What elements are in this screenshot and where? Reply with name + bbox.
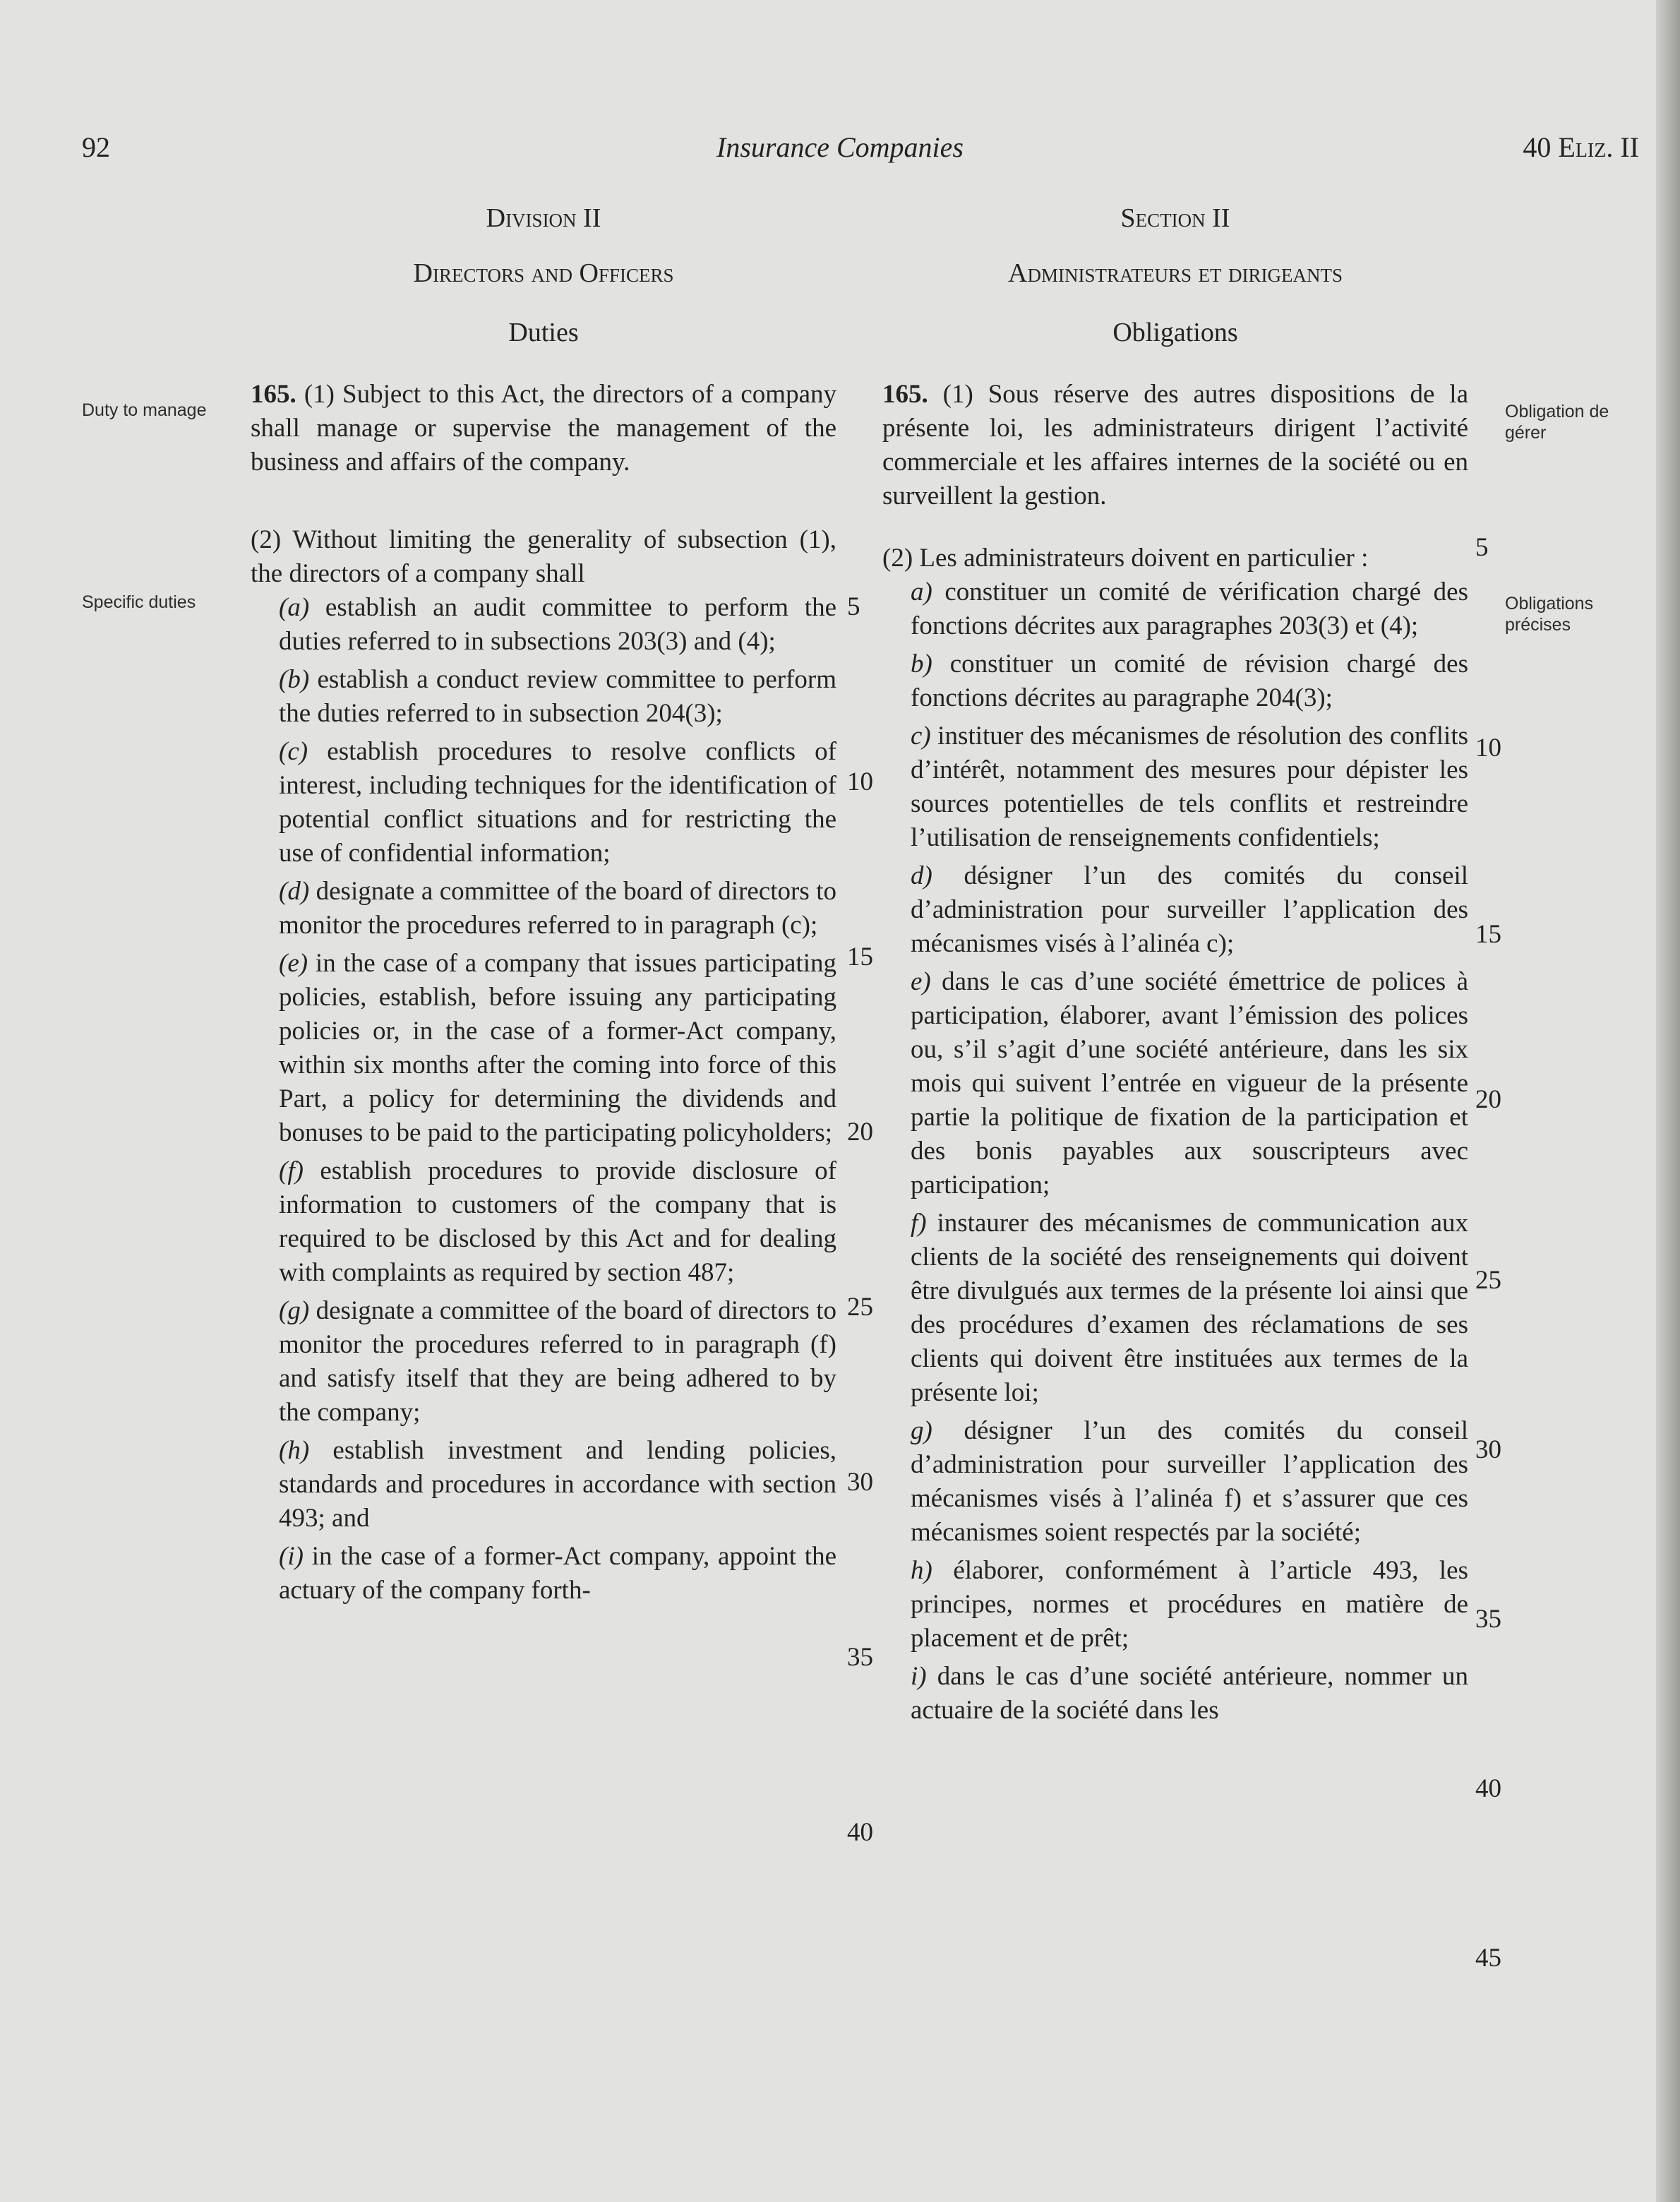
subsection-165-2: (2) Without limiting the generality of subsection (1), the directors of a company shall	[251, 525, 836, 588]
line-number: 15	[1475, 920, 1501, 949]
part-heading: Directors and Officers	[413, 258, 674, 288]
paragraph-i: i) dans le cas d’une société antérieure, nommer un actuaire de la société dans les	[911, 1662, 1468, 1725]
part-heading: Administrateurs et dirigeants	[1008, 258, 1343, 288]
subheading: Obligations	[1112, 318, 1238, 347]
paragraph-g: g) désigner l’un des comités du conseil d’administration pour surveiller l’application des mécanismes visés à l’alinéa f) et s’assurer que ces mécanismes soient respectés par la société;	[911, 1416, 1468, 1547]
line-number: 20	[1475, 1085, 1501, 1114]
margin-note-duty-to-manage: Duty to manage	[82, 400, 207, 420]
section-number: 165.	[882, 380, 928, 409]
line-number: 10	[847, 767, 873, 796]
paragraph-e: e) dans le cas d’une société émettrice de polices à participation, élaborer, avant l’émission des polices ou, s’il s’agit d’une société antérieure, dans les six mois qui suivent l’entrée en vigueur de la présente partie la politique de fixation de la participation et des bonis payables aux souscripteurs avec participation;	[911, 967, 1468, 1199]
paragraph-d: (d) designate a committee of the board of directors to monitor the procedures referred to in paragraph (c);	[279, 877, 836, 940]
page-edge-shadow	[1656, 0, 1680, 2202]
paragraph-d: d) désigner l’un des comités du conseil d’administration pour surveiller l’application des mécanismes visés à l’alinéa c);	[911, 861, 1468, 958]
regnal-year: 40 Eliz. II	[1523, 131, 1639, 163]
section-number: 165.	[251, 380, 296, 409]
margin-note-obligation-de-gerer: Obligation de gérer	[1505, 402, 1609, 443]
division-title: Section II	[1120, 203, 1230, 233]
paragraph-h: h) élaborer, conformément à l’article 493, les principes, normes et procédures en matière de placement et de prêt;	[911, 1556, 1468, 1653]
line-number: 5	[847, 592, 860, 621]
paragraph-f: f) instaurer des mécanismes de communication aux clients de la société des renseignements qui doivent être divulgués aux termes de la présente loi ainsi que des procédures d’examen des réclamations de ses clients qui doivent être instituées aux termes de la présente loi;	[911, 1209, 1468, 1407]
line-number: 35	[847, 1643, 873, 1672]
line-number: 30	[1475, 1435, 1501, 1464]
line-number: 45	[1475, 1944, 1501, 1973]
line-number: 25	[1475, 1266, 1501, 1295]
paragraph-c: (c) establish procedures to resolve conflicts of interest, including techniques for the identification of potential conflict situations and for restricting the use of confidential information;	[279, 737, 836, 868]
subsection-165-2: (2) Les administrateurs doivent en particulier :	[882, 544, 1369, 573]
paragraph-c: c) instituer des mécanismes de résolution des conflits d’intérêt, notamment des mesures pour dépister les sources potentielles de tels conflits et restreindre l’utilisation de renseignements confidentiels;	[911, 722, 1468, 852]
line-number: 35	[1475, 1605, 1501, 1634]
line-number: 30	[847, 1468, 873, 1497]
paragraph-g: (g) designate a committee of the board of directors to monitor the procedures referred to in paragraph (f) and satisfy itself that they are being adhered to by the company;	[279, 1296, 836, 1427]
paragraph-h: (h) establish investment and lending policies, standards and procedures in accordance with section 493; and	[279, 1436, 836, 1533]
line-number: 40	[1475, 1774, 1501, 1803]
running-header	[0, 131, 1680, 173]
french-column	[882, 201, 1468, 1728]
running-title: Insurance Companies	[716, 131, 964, 163]
page-number: 92	[82, 131, 110, 163]
line-number: 20	[847, 1118, 873, 1147]
paragraph-b: b) constituer un comité de révision chargé des fonctions décrites au paragraphe 204(3);	[911, 650, 1468, 712]
paragraph-a: a) constituer un comité de vérification chargé des fonctions décrites aux paragraphes 203(3) et (4);	[911, 578, 1468, 640]
section-165-1: 165. (1) Subject to this Act, the directors of a company shall manage or supervise the management of the business and affairs of the company.	[251, 380, 836, 477]
line-number: 10	[1475, 734, 1501, 762]
line-number: 25	[847, 1293, 873, 1322]
paragraph-b: (b) establish a conduct review committee to perform the duties referred to in subsection 204(3);	[279, 665, 836, 728]
line-number: 5	[1475, 533, 1489, 562]
paragraph-a: (a) establish an audit committee to perform the duties referred to in subsections 203(3) and (4);	[279, 593, 836, 656]
line-number: 15	[847, 943, 873, 971]
paragraph-e: (e) in the case of a company that issues participating policies, establish, before issuing any participating policies or, in the case of a former-Act company, within six months after the coming into force of this Part, a policy for determining the dividends and bonuses to be paid to the participating policyholders;	[279, 949, 836, 1147]
subheading: Duties	[508, 318, 579, 347]
line-number: 40	[847, 1818, 873, 1847]
paragraph-f: (f) establish procedures to provide disclosure of information to customers of the company that is required to be disclosed by this Act and for dealing with complaints as required by section 487;	[279, 1156, 836, 1287]
division-title: Division II	[486, 203, 601, 233]
english-column	[251, 201, 836, 1608]
margin-note-specific-duties: Specific duties	[82, 592, 196, 612]
section-165-1: 165. (1) Sous réserve des autres dispositions de la présente loi, les administrateurs dirigent l’activité commerciale et les affaires internes de la société ou en surveillent la gestion.	[882, 380, 1468, 510]
margin-note-obligations-precises: Obligations précises	[1505, 594, 1594, 635]
paragraph-i: (i) in the case of a former-Act company, appoint the actuary of the company forth-	[279, 1542, 836, 1605]
